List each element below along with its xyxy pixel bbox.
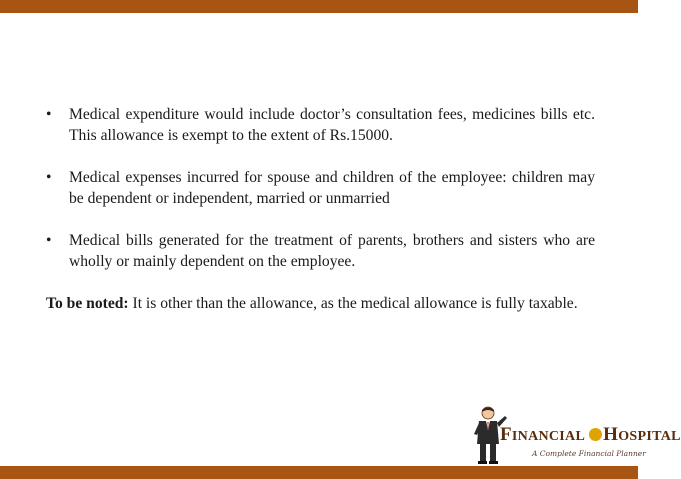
top-border-bar: [0, 0, 638, 13]
logo-tagline: A Complete Financial Planner: [532, 449, 646, 458]
note-lead: To be noted:: [46, 295, 129, 312]
logo-word-hospital: OSPITAL: [618, 429, 681, 444]
bullet-marker: •: [46, 169, 52, 186]
logo-word-financial: INANCIAL: [511, 429, 585, 444]
bullet-text: Medical expenses incurred for spouse and children of the employee: children may be dependent or independent, married or unmarried: [69, 169, 595, 207]
logo-letter-h: H: [603, 424, 619, 445]
bottom-border-bar: [0, 466, 638, 479]
bullet-marker: •: [46, 232, 52, 249]
logo-wordmark: [500, 424, 681, 446]
note-text: It is other than the allowance, as the medical allowance is fully taxable.: [128, 295, 578, 312]
bullet-text: Medical bills generated for the treatment of parents, brothers and sisters who are wholly or mainly dependent on the employee.: [69, 232, 595, 270]
bullet-text: Medical expenditure would include doctor’s consultation fees, medicines bills etc. This allowance is exempt to the extent of Rs.15000.: [69, 106, 595, 144]
bullet-item: [46, 104, 595, 146]
bullet-item: [46, 167, 595, 209]
bullet-item: [46, 230, 595, 272]
slide-content: [46, 104, 595, 314]
note-paragraph: [46, 293, 595, 314]
coin-icon: [589, 428, 602, 441]
bullet-marker: •: [46, 106, 52, 123]
logo-letter-f: F: [500, 424, 512, 445]
financial-hospital-logo: [472, 404, 681, 466]
